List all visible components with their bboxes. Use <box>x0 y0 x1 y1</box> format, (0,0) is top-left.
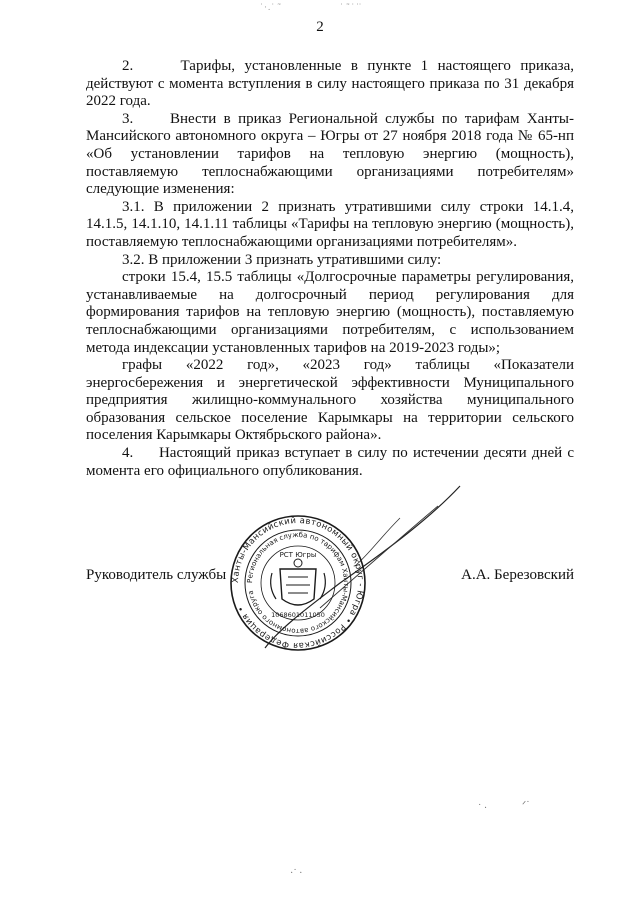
scan-artifact-bottom: ·˙ · <box>290 868 303 879</box>
seal-number: 1068601011050 <box>271 611 325 619</box>
seal-outer-text: Ханты-Мансийский автономный округ - Югра • Российская Федерация • <box>230 515 366 651</box>
paragraph-4: 4. Настоящий приказ вступает в силу по истечении десяти дней с момента его официального опубликования. <box>86 445 574 479</box>
scan-artifact-mark: ˙ · <box>478 803 488 814</box>
paragraph-3-2: 3.2. В приложении 3 признать утратившими силу: <box>122 251 442 268</box>
paragraph-3-2-columns: графы «2022 год», «2023 год» таблицы «Показатели энергосбережения и энергетической эффективности Муниципального предприятия жилищно-коммунального хозяйства муниципального образования сельское поселение Карымкары на территории сельского поселения Карымкары Октябрьского района». <box>86 357 574 444</box>
signature-block <box>86 567 574 591</box>
paragraph-3-1: 3.1. В приложении 2 признать утратившими силу строки 14.1.4, 14.1.5, 14.1.10, 14.1.11 таблицы «Тарифы на тепловую энергию (мощность), поставляемую теплоснабжающими организациями потребителям». <box>86 198 574 250</box>
signatory-role: Руководитель службы <box>86 567 227 583</box>
scan-artifact-top: ˙·.˙ ̃˙ <box>260 2 283 12</box>
seal-inner-text: Региональная служба по тарифам Ханты-Мансийского автономного округа <box>245 530 351 636</box>
paragraph-3-2-lines: строки 15.4, 15.5 таблицы «Долгосрочные параметры регулирования, устанавливаемые на долгосрочный период регулирования для формирования тарифов на тепловую энергию (мощность), поставляемую теплоснабжающими организациями потребителям, с использованием метода индексации установленных тарифов на 2019-2023 годы»; <box>86 269 574 356</box>
document-body <box>86 58 574 480</box>
paragraph-2: 2. Тарифы, установленные в пункте 1 настоящего приказа, действуют с момента вступления в силу настоящего приказа по 31 декабря 2022 года. <box>86 58 574 110</box>
scan-artifact-top-right: ˙ ̃˙˙ ̇˙ <box>340 2 363 12</box>
signatory-name: А.А. Березовский <box>461 567 574 583</box>
seal-center-text: РСТ Югры <box>279 551 317 559</box>
scan-artifact-mark: ᐟ˙ <box>522 800 530 811</box>
page-number: 2 <box>316 19 324 35</box>
paragraph-3: 3. Внести в приказ Региональной службы по тарифам Ханты-Мансийского автономного округа – Югры от 27 ноября 2018 года № 65-нп «Об установлении тарифов на тепловую энергию (мощность), поставляемую теплоснабжающими организациями потребителям» следующие изменения: <box>86 110 574 198</box>
